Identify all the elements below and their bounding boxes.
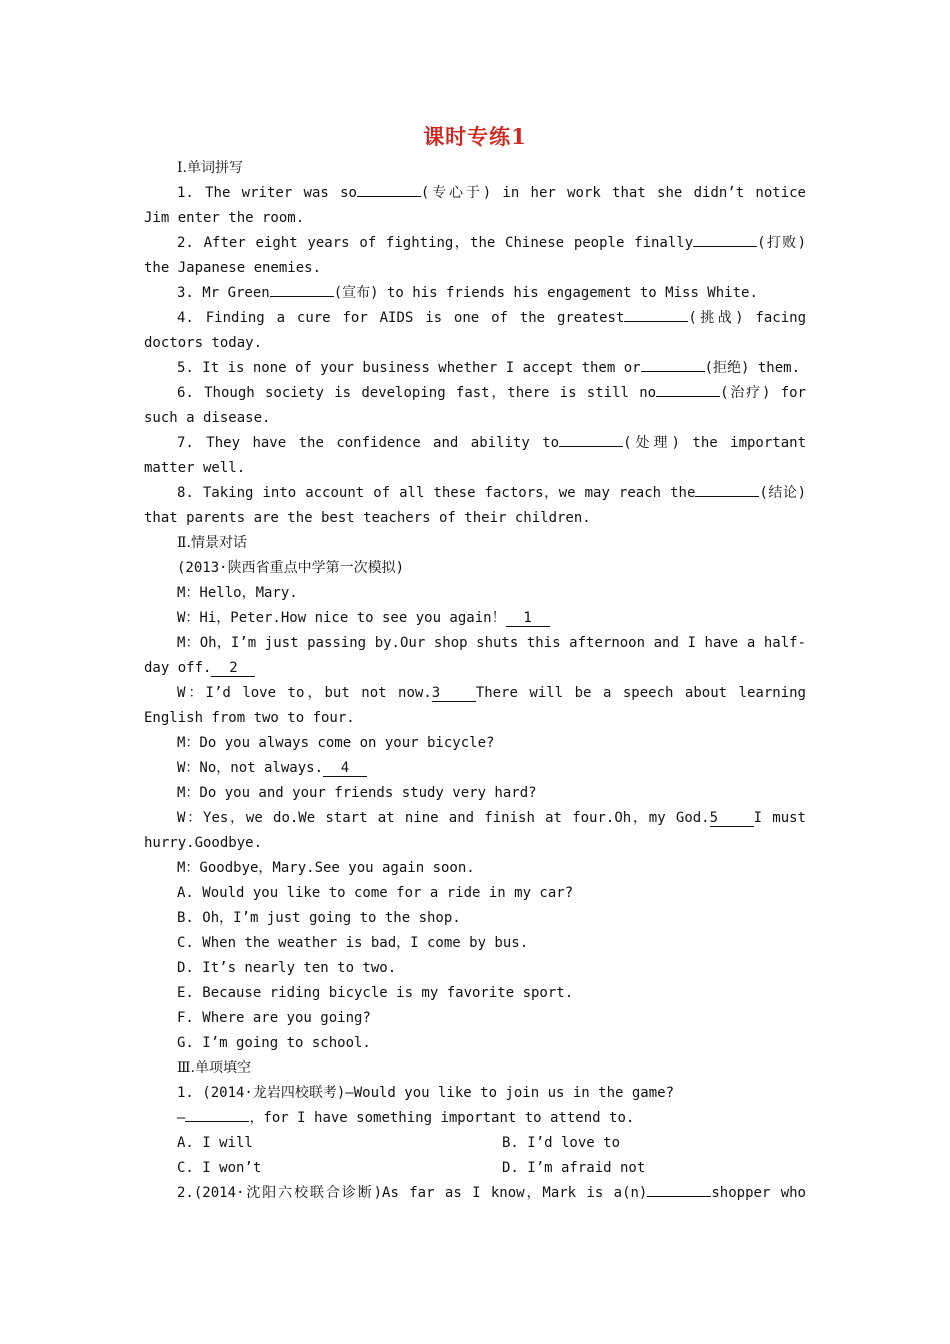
- question-text: (宣布) to his friends his engagement to Miss White.: [333, 285, 758, 301]
- s1-question-4-cont: doctors today.: [144, 335, 263, 351]
- dialogue-option-b[interactable]: B. Oh，I’m just going to the shop.: [177, 910, 461, 926]
- question-text: (治疗) for: [720, 385, 806, 401]
- dialogue-line: [144, 681, 806, 706]
- dialogue-option-f[interactable]: F. Where are you going?: [177, 1010, 371, 1026]
- question-text: —: [177, 1110, 186, 1126]
- dialogue-option-a[interactable]: A. Would you like to come for a ride in my car?: [177, 885, 574, 901]
- question-text: ，for I have something important to attend to.: [249, 1110, 635, 1126]
- dialogue-text: There will be a speech about learning: [475, 685, 806, 701]
- answer-blank[interactable]: [357, 182, 421, 197]
- question-text: (挑战) facing: [688, 310, 806, 326]
- question-text: (拒绝) them.: [704, 360, 801, 376]
- exercise-page: [144, 118, 806, 1206]
- answer-blank[interactable]: [270, 282, 334, 297]
- dialogue-option-e[interactable]: E. Because riding bicycle is my favorite sport.: [177, 985, 574, 1001]
- choice-c[interactable]: C. I won’t: [177, 1160, 262, 1176]
- section-3-heading: Ⅲ.单项填空: [177, 1060, 251, 1076]
- answer-blank[interactable]: [647, 1182, 711, 1197]
- dialogue-text: W：Hi，Peter.How nice to see you again！: [177, 610, 506, 626]
- dialogue-text: W：No，not always.: [177, 760, 324, 776]
- s3-q1-options-row-2: [144, 1156, 806, 1181]
- question-text: 6. Though society is developing fast，there is still no: [177, 385, 657, 401]
- s1-question-2-cont: the Japanese enemies.: [144, 260, 322, 276]
- dialogue-line-cont: [144, 656, 806, 681]
- dialogue-line: M：Do you always come on your bicycle?: [177, 735, 495, 751]
- choice-a[interactable]: A. I will: [177, 1135, 253, 1151]
- question-text: (处理) the important: [623, 435, 806, 451]
- question-text: 2.(2014·沈阳六校联合诊断)As far as I know，Mark is a(n): [177, 1185, 648, 1201]
- page-title: 课时专练1: [423, 124, 527, 149]
- section-1-heading: Ⅰ.单词拼写: [177, 160, 243, 176]
- answer-blank[interactable]: [695, 482, 759, 497]
- section-2-heading: Ⅱ.情景对话: [177, 535, 247, 551]
- question-text: 4. Finding a cure for AIDS is one of the greatest: [177, 310, 625, 326]
- s1-question-1: [144, 181, 806, 206]
- s1-question-2: [144, 231, 806, 256]
- s1-question-1-cont: Jim enter the room.: [144, 210, 305, 226]
- answer-blank[interactable]: [693, 232, 757, 247]
- dialogue-text: I must: [753, 810, 806, 826]
- dialogue-line-cont: hurry.Goodbye.: [144, 835, 263, 851]
- question-text: 7. They have the confidence and ability to: [177, 435, 560, 451]
- s3-question-2: [144, 1181, 806, 1206]
- dialogue-line: M：Oh，I’m just passing by.Our shop shuts this afternoon and I have a half-: [177, 635, 806, 651]
- dialogue-blank-4[interactable]: 4: [323, 760, 367, 777]
- question-text: 1. The writer was so: [177, 185, 357, 201]
- s1-question-8: [144, 481, 806, 506]
- question-text: (打败): [757, 235, 806, 251]
- question-text: 5. It is none of your business whether I accept them or: [177, 360, 641, 376]
- s1-question-7: [144, 431, 806, 456]
- answer-blank[interactable]: [559, 432, 623, 447]
- dialogue-text: day off.: [144, 660, 212, 676]
- dialogue-source: (2013·陕西省重点中学第一次模拟): [177, 560, 405, 576]
- dialogue-blank-3[interactable]: 3: [432, 685, 476, 702]
- dialogue-option-c[interactable]: C. When the weather is bad，I come by bus.: [177, 935, 529, 951]
- s1-question-4: [144, 306, 806, 331]
- dialogue-text: W：Yes，we do.We start at nine and finish at four.Oh，my God.: [177, 810, 710, 826]
- s3-question-1-cont: [144, 1106, 806, 1131]
- s1-question-7-cont: matter well.: [144, 460, 246, 476]
- question-text: shopper who: [711, 1185, 806, 1201]
- answer-blank[interactable]: [185, 1107, 249, 1122]
- s1-question-5: [144, 356, 806, 381]
- question-text: 8. Taking into account of all these factors，we may reach the: [177, 485, 696, 501]
- question-text: 2. After eight years of fighting，the Chinese people finally: [177, 235, 694, 251]
- choice-b[interactable]: B. I’d love to: [502, 1135, 621, 1151]
- dialogue-line: M：Hello，Mary.: [177, 585, 298, 601]
- dialogue-blank-5[interactable]: 5: [710, 810, 754, 827]
- answer-blank[interactable]: [624, 307, 688, 322]
- dialogue-line: [144, 756, 806, 781]
- s1-question-8-cont: that parents are the best teachers of their children.: [144, 510, 591, 526]
- dialogue-text: W：I’d love to，but not now.: [177, 685, 432, 701]
- choice-d[interactable]: D. I’m afraid not: [502, 1160, 646, 1176]
- question-text: (结论): [759, 485, 806, 501]
- answer-blank[interactable]: [656, 382, 720, 397]
- dialogue-option-g[interactable]: G. I’m going to school.: [177, 1035, 371, 1051]
- s3-question-1: 1. (2014·龙岩四校联考)—Would you like to join us in the game?: [177, 1085, 675, 1101]
- dialogue-line: M：Goodbye，Mary.See you again soon.: [177, 860, 475, 876]
- dialogue-line: [144, 606, 806, 631]
- s3-q1-options-row-1: [144, 1131, 806, 1156]
- question-text: (专心于) in her work that she didn’t notice: [420, 185, 806, 201]
- dialogue-blank-1[interactable]: 1: [506, 610, 550, 627]
- dialogue-blank-2[interactable]: 2: [211, 660, 255, 677]
- dialogue-line: M：Do you and your friends study very hard?: [177, 785, 537, 801]
- dialogue-option-d[interactable]: D. It’s nearly ten to two.: [177, 960, 397, 976]
- dialogue-line-cont: English from two to four.: [144, 710, 355, 726]
- s1-question-6-cont: such a disease.: [144, 410, 271, 426]
- s1-question-6: [144, 381, 806, 406]
- dialogue-line: [144, 806, 806, 831]
- s1-question-3: [144, 281, 806, 306]
- answer-blank[interactable]: [641, 357, 705, 372]
- question-text: 3. Mr Green: [177, 285, 270, 301]
